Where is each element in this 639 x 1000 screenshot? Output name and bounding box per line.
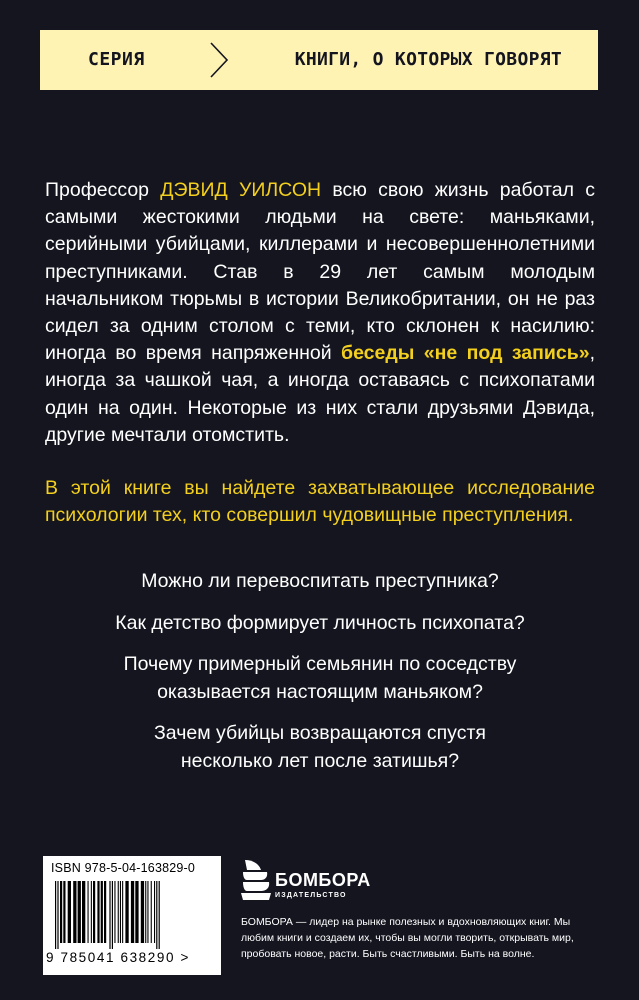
barcode-bar bbox=[97, 881, 99, 943]
question-item: Можно ли перевоспитать преступника? bbox=[141, 570, 499, 592]
series-banner bbox=[40, 30, 598, 90]
barcode-bar bbox=[131, 881, 134, 943]
barcode-bar bbox=[154, 881, 155, 943]
barcode-bar bbox=[78, 881, 81, 943]
barcode-bar bbox=[120, 881, 121, 943]
description-part2: , иногда за чашкой чая, а иногда оставаясь с психопатами один на один. Некоторые из них стали друзьями Дэвида, другие мечтали отомстить. bbox=[45, 342, 595, 446]
publisher-name: БОМБОРА bbox=[275, 870, 371, 890]
barcode-bar bbox=[88, 881, 89, 943]
barcode-bar bbox=[104, 881, 106, 943]
publisher-tagline: БОМБОРА — лидер на рынке полезных и вдохновляющих книг. Мы любим книги и создаем их, чтобы вы могли творить, открывать мир, пробовать новое, расти. Быть счастливыми. Быть на волне. bbox=[241, 916, 574, 960]
barcode-bar bbox=[125, 881, 128, 943]
barcode-bar bbox=[63, 881, 65, 943]
barcode-bar bbox=[73, 881, 76, 943]
barcode-bar bbox=[151, 881, 152, 943]
barcode-bar bbox=[112, 881, 113, 949]
barcode-box bbox=[43, 856, 221, 975]
questions-list bbox=[45, 568, 595, 789]
barcode-bar bbox=[145, 881, 146, 943]
wave-logo-icon bbox=[241, 858, 271, 902]
publisher-subtitle: ИЗДАТЕЛЬСТВО bbox=[275, 892, 347, 899]
question-item: Почему примерный семьянин по соседству оказывается настоящим маньяком? bbox=[123, 653, 517, 703]
description-prefix: Профессор bbox=[45, 179, 161, 201]
highlight-paragraph: В этой книге вы найдете захватывающее исследование психологии тех, кто совершил чудовищные преступления. bbox=[45, 477, 595, 527]
barcode-icon bbox=[51, 881, 213, 949]
book-description bbox=[45, 177, 595, 449]
barcode-bar bbox=[93, 881, 95, 943]
barcode-bar bbox=[114, 881, 115, 943]
barcode-bar bbox=[55, 881, 56, 949]
barcode-bar bbox=[109, 881, 110, 949]
isbn-text: ISBN 978-5-04-163829-0 bbox=[51, 861, 196, 875]
barcode-bar bbox=[82, 881, 85, 943]
series-name: КНИГИ, О КОТОРЫХ ГОВОРЯТ bbox=[294, 49, 562, 70]
series-label: СЕРИЯ bbox=[88, 49, 145, 70]
highlighted-phrase: беседы «не под запись» bbox=[341, 342, 590, 365]
barcode-bar bbox=[57, 881, 58, 949]
chevron-right-icon bbox=[207, 40, 231, 80]
question-item: Зачем убийцы возвращаются спустя несколько лет после затишья? bbox=[154, 722, 486, 772]
barcode-bar bbox=[118, 881, 119, 943]
barcode-bar bbox=[91, 881, 92, 943]
barcode-bar bbox=[147, 881, 148, 943]
barcode-bar bbox=[101, 881, 103, 943]
barcode-bar bbox=[135, 881, 138, 943]
question-item: Как детство формирует личность психопата? bbox=[115, 611, 525, 634]
barcode-digits: 9 785041 638290 > bbox=[46, 950, 190, 965]
author-name: ДЭВИД УИЛСОН bbox=[160, 179, 322, 201]
barcode-bar bbox=[159, 881, 160, 949]
description-part1: всю свою жизнь работал с самыми жестокими людьми на свете: маньяками, серийными убийцами, киллерами и несовершеннолетними преступниками. Став в 29 лет самым молодым начальником тюрьмы в истории Великобритании, он не раз сидел за одним столом с теми, кто склонен к насилию: иногда во время напряженной bbox=[45, 179, 595, 365]
barcode-bar bbox=[122, 881, 123, 943]
barcode-bar bbox=[141, 881, 144, 943]
barcode-bar bbox=[68, 881, 71, 943]
barcode-bar bbox=[156, 881, 157, 949]
barcode-bar bbox=[60, 881, 62, 943]
